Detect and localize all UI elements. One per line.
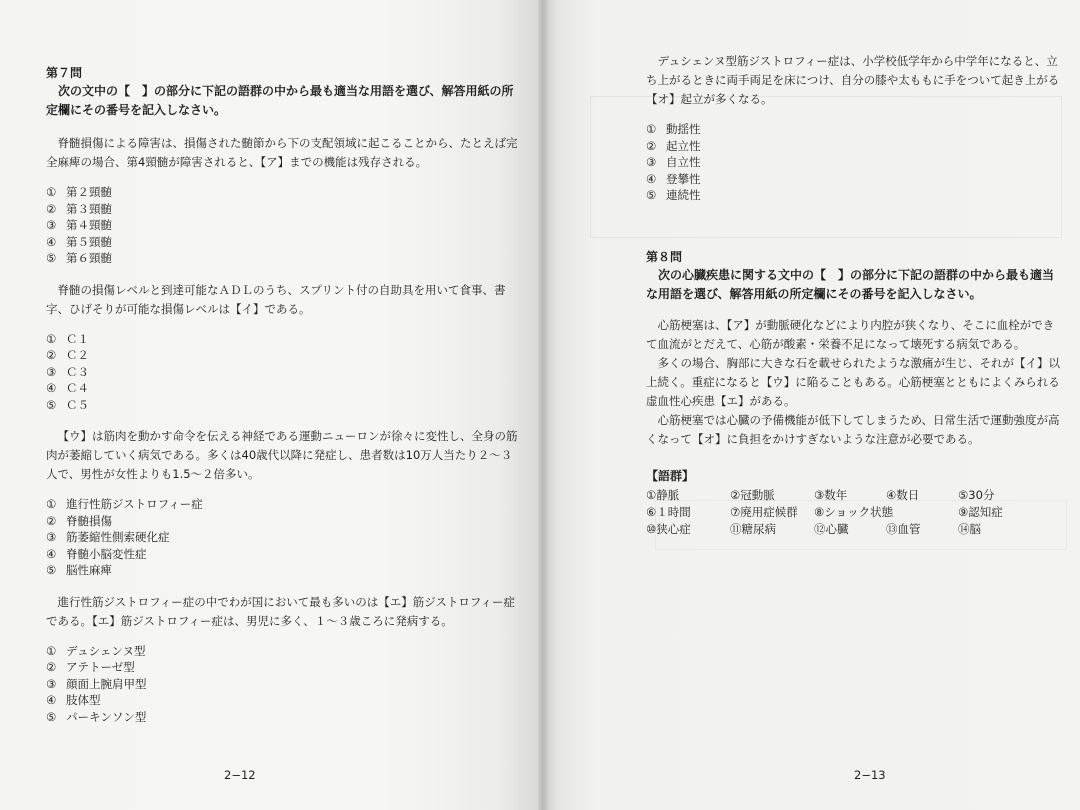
word-item: ⑧ショック状態	[814, 504, 894, 519]
choice-text: デュシェンヌ型	[66, 643, 146, 658]
blank-u-choices	[46, 496, 522, 579]
choice-text: Ｃ４	[66, 381, 89, 395]
choice-text: アテトーゼ型	[66, 660, 135, 674]
choice-item	[46, 562, 522, 579]
word-item: ⑤30分	[958, 487, 995, 502]
choice-item	[46, 234, 522, 251]
word-list-header: 【語群】	[646, 468, 695, 483]
question-8-title: 第８問	[646, 249, 683, 264]
word-item: ④数日	[886, 487, 920, 502]
question-7-title: 第７問	[46, 66, 83, 80]
choice-number: ②	[46, 201, 57, 216]
choice-number: ④	[646, 171, 657, 186]
choice-number: ④	[46, 546, 57, 561]
choice-item	[46, 709, 522, 726]
page-number-right: 2−13	[854, 768, 886, 782]
choice-text: 起立性	[666, 138, 701, 153]
blank-u-text: 【ウ】は筋肉を動かす命令を伝える神経である運動ニューロンが徐々に変性し、全身の筋肉が萎縮していく病気である。多くは40歳代以降に発症し、患者数は10万人当たり２〜３人で、男性が女性よりも1.5〜２倍多い。	[46, 429, 518, 481]
choice-text: 登攀性	[666, 171, 701, 186]
word-item: ⑪糖尿病	[730, 521, 776, 536]
choice-number: ④	[46, 234, 57, 249]
choice-item	[46, 692, 522, 709]
choice-text: パーキンソン型	[66, 709, 147, 724]
choice-text: 動揺性	[666, 122, 701, 136]
choice-number: ⑤	[646, 188, 657, 202]
choice-number: ③	[646, 155, 657, 169]
page-number-left: 2−12	[224, 768, 256, 782]
choice-text: 脊髄損傷	[66, 513, 112, 528]
choice-number: ②	[646, 138, 657, 153]
q8-paragraph-3: 心筋梗塞では心臓の予備機能が低下してしまうため、日常生活で運動強度が高くなって【オ】に負担をかけすぎないような注意が必要である。	[646, 412, 1060, 446]
word-item: ⑫心臓	[814, 521, 849, 536]
question-7-instruction: 次の文中の【 】の部分に下記の語群の中から最も適当な用語を選び、解答用紙の所定欄にその番号を記入しなさい。	[46, 84, 514, 117]
blank-i-choices	[46, 331, 522, 414]
choice-item	[46, 217, 522, 234]
word-item: ①静脈	[646, 487, 680, 502]
blank-i-text: 脊髄の損傷レベルと到達可能なＡＤＬのうち、スプリント付の自助具を用いて食事、書字、ひげそりが可能な損傷レベルは【イ】である。	[46, 282, 506, 316]
question-8-instruction: 次の心臓疾患に関する文中の【 】の部分に下記の語群の中から最も適当な用語を選び、解答用紙の所定欄にその番号を記入しなさい。	[646, 267, 1055, 301]
choice-item	[46, 364, 522, 381]
choice-number: ②	[46, 348, 57, 362]
word-item: ⑩狭心症	[646, 521, 691, 536]
q8-paragraph-2: 多くの場合、胸部に大きな石を載せられたような激痛が生じ、それが【イ】以上続く。重症になると【ウ】に陥ることもある。心筋梗塞とともによくみられる虚血性心疾患【エ】がある。	[646, 355, 1060, 408]
word-item: ⑥１時間	[646, 504, 691, 519]
choice-item	[46, 380, 522, 397]
choice-text: 進行性筋ジストロフィー症	[66, 497, 203, 511]
choice-text: Ｃ３	[66, 364, 89, 379]
choice-item	[46, 546, 522, 563]
choice-text: 第６頸髄	[66, 251, 112, 265]
choice-item	[46, 201, 522, 218]
choice-text: 脳性麻痺	[66, 563, 112, 577]
word-item: ⑨認知症	[958, 504, 1003, 519]
choice-item	[46, 659, 522, 676]
choice-number: ④	[46, 693, 57, 707]
choice-item	[46, 331, 522, 348]
choice-text: 第２頸髄	[66, 185, 112, 199]
choice-number: ②	[46, 513, 57, 528]
choice-item	[46, 496, 522, 513]
show-through-table	[590, 96, 1062, 238]
blank-a-text: 脊髄損傷による障害は、損傷された髄節から下の支配領域に起こることから、たとえば完全麻痺の場合、第4頸髄が障害されると、【ア】までの機能は残存される。	[46, 136, 518, 169]
choice-item	[46, 184, 522, 201]
choice-item	[46, 676, 522, 693]
choice-text: 自立性	[666, 155, 701, 169]
choice-number: ①	[46, 185, 57, 199]
choice-text: 連続性	[666, 188, 701, 202]
choice-number: ③	[46, 530, 57, 544]
book-gutter	[538, 0, 548, 810]
choice-text: 第５頸髄	[66, 234, 112, 249]
choice-number: ①	[46, 643, 57, 658]
choice-text: 筋萎縮性側索硬化症	[66, 530, 170, 544]
word-item: ⑬血管	[886, 521, 921, 536]
choice-number: ①	[646, 122, 657, 136]
choice-number: ⑤	[46, 251, 57, 265]
choice-item	[46, 347, 522, 364]
choice-number: ⑤	[46, 709, 57, 724]
choice-item	[46, 529, 522, 546]
choice-number: ①	[46, 331, 57, 346]
choice-text: 顔面上腕肩甲型	[66, 676, 147, 691]
choice-text: 第４頸髄	[66, 218, 112, 232]
choice-number: ③	[46, 364, 57, 379]
choice-text: 肢体型	[66, 693, 101, 707]
q8-paragraph-1: 心筋梗塞は、【ア】が動脈硬化などにより内腔が狭くなり、そこに血栓ができて血流がとだえて、心筋が酸素・栄養不足になって壊死する病気である。	[646, 317, 1055, 351]
choice-item	[46, 250, 522, 267]
choice-number: ⑤	[46, 563, 57, 577]
blank-e-choices	[46, 643, 522, 726]
blank-o-text: デュシェンヌ型筋ジストロフィー症は、小学校低学年から中学年になると、立ち上がるときに両手両足を床につけ、自分の膝や太ももに手をついて起き上がる【オ】起立が多くなる。	[646, 54, 1060, 106]
choice-text: Ｃ２	[66, 348, 89, 362]
choice-text: 脊髄小脳変性症	[66, 546, 147, 561]
word-item: ②冠動脈	[730, 487, 775, 502]
choice-text: Ｃ５	[66, 397, 89, 412]
choice-item	[46, 513, 522, 530]
blank-a-choices	[46, 184, 522, 267]
choice-item	[46, 643, 522, 660]
word-item: ⑦廃用症候群	[730, 504, 798, 519]
choice-number: ①	[46, 497, 57, 511]
choice-number: ⑤	[46, 397, 57, 412]
choice-text: 第３頸髄	[66, 201, 112, 216]
word-item: ⑭脳	[958, 521, 981, 536]
choice-number: ③	[46, 218, 57, 232]
choice-number: ②	[46, 660, 57, 674]
choice-number: ④	[46, 381, 57, 395]
choice-number: ③	[46, 676, 57, 691]
show-through-table	[655, 500, 1067, 550]
choice-text: Ｃ１	[66, 331, 89, 346]
choice-item	[46, 397, 522, 414]
blank-e-text: 進行性筋ジストロフィー症の中でわが国において最も多いのは【エ】筋ジストロフィー症である。【エ】筋ジストロフィー症は、男児に多く、１〜３歳ころに発病する。	[46, 594, 515, 628]
word-item: ③数年	[814, 487, 848, 502]
